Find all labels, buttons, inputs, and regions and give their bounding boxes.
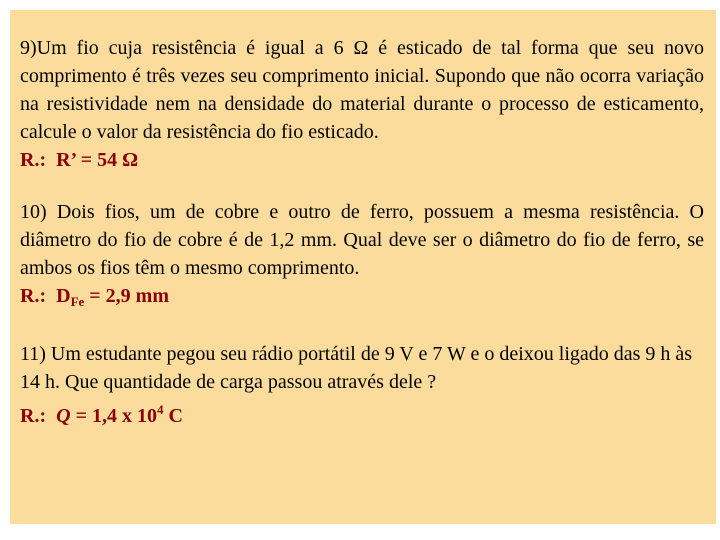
answer-subscript: Fe bbox=[70, 294, 85, 309]
problem-10-answer bbox=[20, 282, 704, 316]
answer-unit: C bbox=[168, 405, 183, 427]
answer-value: R’ = 54 Ω bbox=[56, 149, 139, 171]
answer-prefix: R.: bbox=[20, 405, 47, 427]
answer-value: = 1,4 x 10 bbox=[75, 405, 157, 427]
spacer bbox=[20, 316, 704, 340]
problem-9-answer bbox=[20, 146, 704, 174]
answer-value: = 2,9 mm bbox=[89, 285, 169, 307]
problem-11-statement: 11) Um estudante pegou seu rádio portátil de 9 V e 7 W e o deixou ligado das 9 h às 14 h. Que quantidade de carga passou através dele ? bbox=[20, 343, 693, 393]
problem-10-statement: 10) Dois fios, um de cobre e outro de ferro, possuem a mesma resistência. O diâmetro do fio de cobre é de 1,2 mm. Qual deve ser o diâmetro do fio de ferro, se ambos os fios têm o mesmo comprimento. bbox=[20, 201, 704, 279]
problem-11 bbox=[20, 340, 704, 430]
answer-prefix: R.: bbox=[20, 285, 47, 307]
problem-11-answer bbox=[20, 396, 704, 430]
answer-symbol: D bbox=[56, 285, 71, 307]
answer-exponent: 4 bbox=[156, 402, 164, 417]
problem-10 bbox=[20, 198, 704, 316]
problem-9-statement: 9)Um fio cuja resistência é igual a 6 Ω é esticado de tal forma que seu novo comprimento é três vezes seu comprimento inicial. Supondo que não ocorra variação na resistividade nem na densidade do material durante o processo de esticamento, calcule o valor da resistência do fio esticado. bbox=[20, 37, 704, 143]
problem-9 bbox=[20, 34, 704, 174]
slide-panel bbox=[10, 10, 716, 524]
spacer bbox=[20, 174, 704, 198]
answer-symbol: Q bbox=[56, 405, 71, 427]
answer-prefix: R.: bbox=[20, 149, 47, 171]
